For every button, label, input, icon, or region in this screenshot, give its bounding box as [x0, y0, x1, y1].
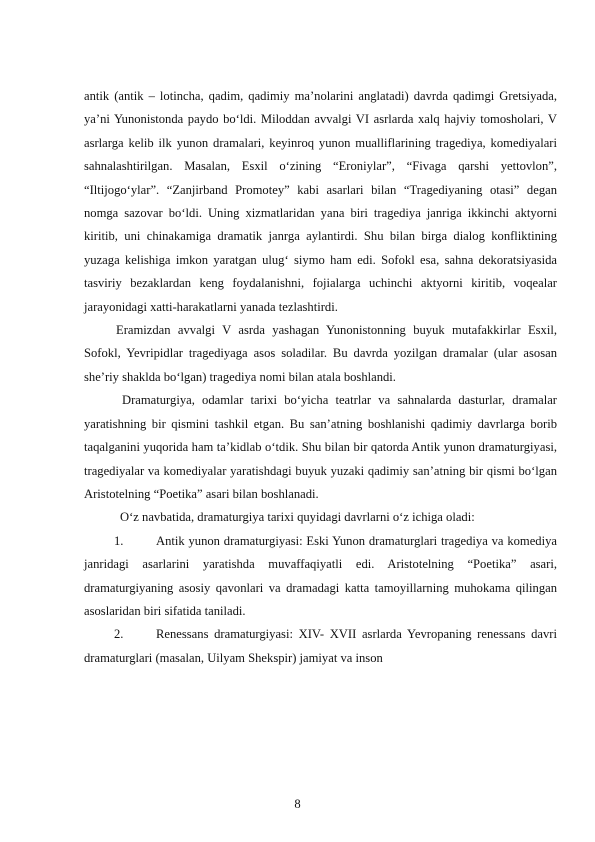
paragraph-periods-intro: O‘z navbatida, dramaturgiya tarixi quyidagi davrlarni o‘z ichiga oladi: — [120, 510, 475, 525]
list-item-text: Antik yunon dramaturgiyasi: Eski Yunon dramaturglari tragediya va komediya janridagi asarlarini yaratishda muvaffaqiyatli edi. Aristotelning “Poetika” asari, dramaturgiyaning asosiy qavonlari va dramadagi katta tamoyillarning muhokama qilingan asoslaridan biri sifatida taniladi. — [84, 533, 557, 618]
list-item — [84, 623, 557, 670]
body-text — [84, 85, 557, 670]
paragraph-antiquity: antik (antik – lotincha, qadim, qadimiy ma’nolarini anglatadi) davrda qadimgi Gretsiyada, ya’ni Yunonistonda paydo bo‘ldi. Miloddan avvalgi VI asrlarda xalq hajviy tomosholari, V asrlarga kelib ilk yunon dramalari, keyinroq yunon mualliflarining tragediya, komediyalari sahnalashtirilgan. Masalan, Esxil o‘zining “Eroniylar”, “Fivaga qarshi yettovlon”, “Iltijogo‘ylar”. “Zanjirband Promotey” kabi asarlari bilan “Tragediyaning otasi” degan nomga sazovar bo‘ldi. Uning xizmatlaridan yana biri tragediya janriga ikkinchi aktyorni kiritib, uni chinakamiga dramatik janrga aylantirdi. Shu bilan birga dialog konfliktining yuzaga kelishiga imkon yaratgan ulug‘ siymo ham edi. Sofokl esa, sahna dekoratsiyasida tasviriy bezaklardan keng foydalanishni, fojialarga uchinchi aktyorni kiritib, voqealar jarayonidagi xatti-harakatlarni yanada tezlashtirdi. — [84, 89, 557, 314]
paragraph-greek-thinkers: Eramizdan avvalgi V asrda yashagan Yunonistonning buyuk mutafakkirlar Esxil, Sofokl, Yevripidlar tragediyaga asos soladilar. Bu davrda yozilgan dramalar (ular asosan she’riy shaklda bo‘lgan) tragediya nomi bilan atala boshlandi. — [84, 323, 557, 384]
list-item-text: Renessans dramaturgiyasi: XIV- XVII asrlarda Yevropaning renessans davri dramaturglari (masalan, Uilyam Shekspir) jamiyat va inson — [84, 627, 557, 665]
list-number: 2. — [114, 627, 124, 642]
paragraph-dramaturgy: Dramaturgiya, odamlar tarixi bo‘yicha teatrlar va sahnalarda dasturlar, dramalar yaratishning bir qismini tashkil etgan. Bu san’atning boshlanishi qadimiy davrlarga borib taqalganini yuqorida ham ta’kidlab o‘tdik. Shu bilan bir qatorda Antik yunon dramaturgiyasi, tragediyalar va komediyalar yaratishdagi buyuk yuzaki qadimiy san’atning bir qismi bo‘lgan Aristotelning “Poetika” asari bilan boshlanadi. — [84, 393, 557, 501]
list-item — [84, 530, 557, 624]
page-number: 8 — [294, 797, 301, 811]
list-number: 1. — [114, 533, 124, 548]
